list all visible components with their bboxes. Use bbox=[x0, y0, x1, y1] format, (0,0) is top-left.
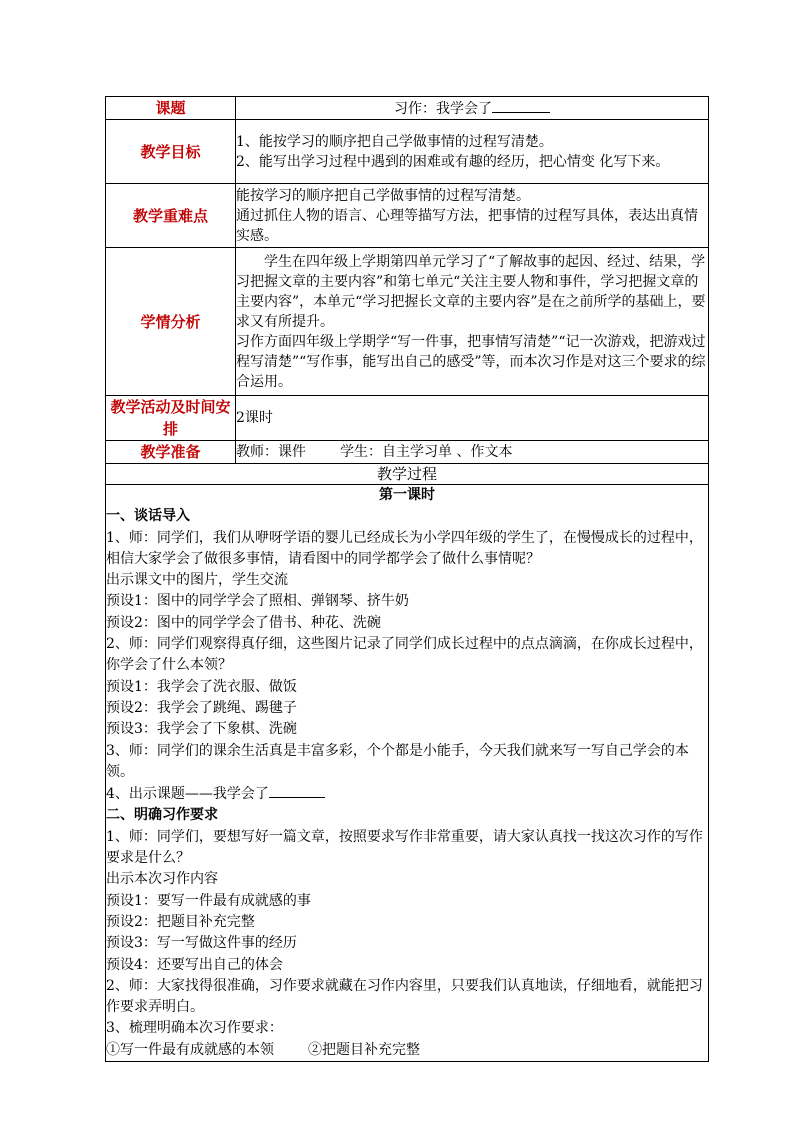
s1-line-4: 预设2：图中的同学学会了借书、种花、洗碗 bbox=[106, 614, 381, 631]
prep-student: 学生：自主学习单 、作文本 bbox=[340, 444, 513, 460]
process-body-row bbox=[106, 485, 709, 1062]
s2-line-4: 预设2：把题目补充完整 bbox=[106, 913, 255, 930]
topic-row bbox=[106, 97, 709, 120]
s1-line-7: 预设2：我学会了跳绳、踢毽子 bbox=[106, 699, 297, 716]
prep-row bbox=[106, 441, 709, 464]
schedule-value: 2课时 bbox=[236, 396, 709, 441]
process-title: 教学过程 bbox=[106, 464, 709, 485]
s2-requirements bbox=[106, 1040, 708, 1061]
s2-line-6: 预设4：还要写出自己的体会 bbox=[106, 956, 283, 973]
s2-line-7: 2、师：大家找得很准确，习作要求就藏在习作内容里，只要我们认真地读，仔细地看，就能把习作要求弄明白。 bbox=[106, 977, 703, 1016]
s1-line-1: 1、师：同学们，我们从咿呀学语的婴儿已经成长为小学四年级的学生了，在慢慢成长的过程中，相信大家学会了做很多事情，请看图中的同学都学会了做什么事情呢？ bbox=[106, 529, 703, 567]
s2-line-2: 出示本次习作内容 bbox=[106, 871, 218, 888]
s2-line-5: 预设3：写一写做这件事的经历 bbox=[106, 935, 297, 952]
schedule-row bbox=[106, 396, 709, 441]
keypoints-cell bbox=[236, 184, 709, 248]
prep-teacher: 教师：课件 bbox=[236, 444, 306, 460]
topic-value-cell bbox=[236, 97, 709, 120]
s1-line-8: 预设3：我学会了下象棋、洗碗 bbox=[106, 721, 297, 738]
s1-line-9: 3、师：同学们的课余生活真是丰富多彩，个个都是小能手，今天我们就来写一写自己学会的本领。 bbox=[106, 742, 689, 780]
requirement-2: ②把题目补充完整 bbox=[308, 1041, 420, 1058]
first-lesson-heading: 第一课时 bbox=[379, 487, 435, 503]
schedule-label: 教学活动及时间安排 bbox=[106, 396, 236, 441]
s1-line-3: 预设1：图中的同学学会了照相、弹钢琴、挤牛奶 bbox=[106, 593, 409, 610]
goals-row bbox=[106, 120, 709, 184]
s1-line-2: 出示课文中的图片，学生交流 bbox=[106, 572, 288, 589]
section-1-heading: 一、谈话导入 bbox=[106, 508, 190, 525]
section-2-heading: 二、明确习作要求 bbox=[106, 807, 218, 824]
process-title-row bbox=[106, 464, 709, 485]
goal-item-1: 1、能按学习的顺序把自己学做事情的过程写清楚。 bbox=[236, 133, 553, 150]
analysis-para-2: 习作方面四年级上学期学“写一件事，把事情写清楚”“记一次游戏，把游戏过程写清楚”“写作事，能写出自己的感受”等，而本次习作是对这三个要求的综合运用。 bbox=[236, 333, 706, 390]
process-body bbox=[106, 485, 709, 1062]
topic-label: 课题 bbox=[106, 97, 236, 120]
lesson-plan-table bbox=[105, 96, 709, 1062]
s1-last-text: 4、出示课题——我学会了 bbox=[106, 786, 269, 803]
s2-line-3: 预设1：要写一件最有成就感的事 bbox=[106, 892, 311, 909]
goals-label: 教学目标 bbox=[106, 120, 236, 184]
s1-line-5: 2、师：同学们观察得真仔细，这些图片记录了同学们成长过程中的点点滴滴，在你成长过程中，你学会了什么本领？ bbox=[106, 636, 703, 674]
s2-line-1: 1、师：同学们，要想写好一篇文章，按照要求写作非常重要，请大家认真找一找这次习作的写作要求是什么？ bbox=[106, 828, 703, 867]
goal-item-2: 2、能写出学习过程中遇到的困难或有趣的经历，把心情变 化写下来。 bbox=[236, 153, 670, 170]
topic-blank-line bbox=[492, 98, 550, 113]
s2-line-8: 3、梳理明确本次习作要求： bbox=[106, 1020, 283, 1037]
analysis-label: 学情分析 bbox=[106, 248, 236, 396]
s1-line-6: 预设1：我学会了洗衣服、做饭 bbox=[106, 678, 297, 695]
title-blank-line bbox=[269, 783, 325, 798]
keypoints-label: 教学重难点 bbox=[106, 184, 236, 248]
topic-value: 习作：我学会了 bbox=[394, 100, 492, 117]
analysis-row bbox=[106, 248, 709, 396]
analysis-cell bbox=[236, 248, 709, 396]
requirement-1: ①写一件最有成就感的本领 bbox=[106, 1041, 274, 1058]
keypoints-row bbox=[106, 184, 709, 248]
prep-cell bbox=[236, 441, 709, 464]
prep-label: 教学准备 bbox=[106, 441, 236, 464]
analysis-para-1: 学生在四年级上学期第四单元学习了“了解故事的起因、经过、结果，学习把握文章的主要内容”和第七单元“关注主要人物和事件，学习把握文章的主要内容”，本单元“学习把握长文章的主要内容”是在之前所学的基础上，要求又有所提升。 bbox=[236, 253, 706, 330]
goals-cell bbox=[236, 120, 709, 184]
keypoint-item-1: 能按学习的顺序把自己学做事情的过程写清楚。 bbox=[236, 187, 530, 204]
keypoint-item-2: 通过抓住人物的语言、心理等描写方法，把事情的过程写具体，表达出真情实感。 bbox=[236, 207, 698, 244]
s1-line-10 bbox=[106, 783, 708, 805]
